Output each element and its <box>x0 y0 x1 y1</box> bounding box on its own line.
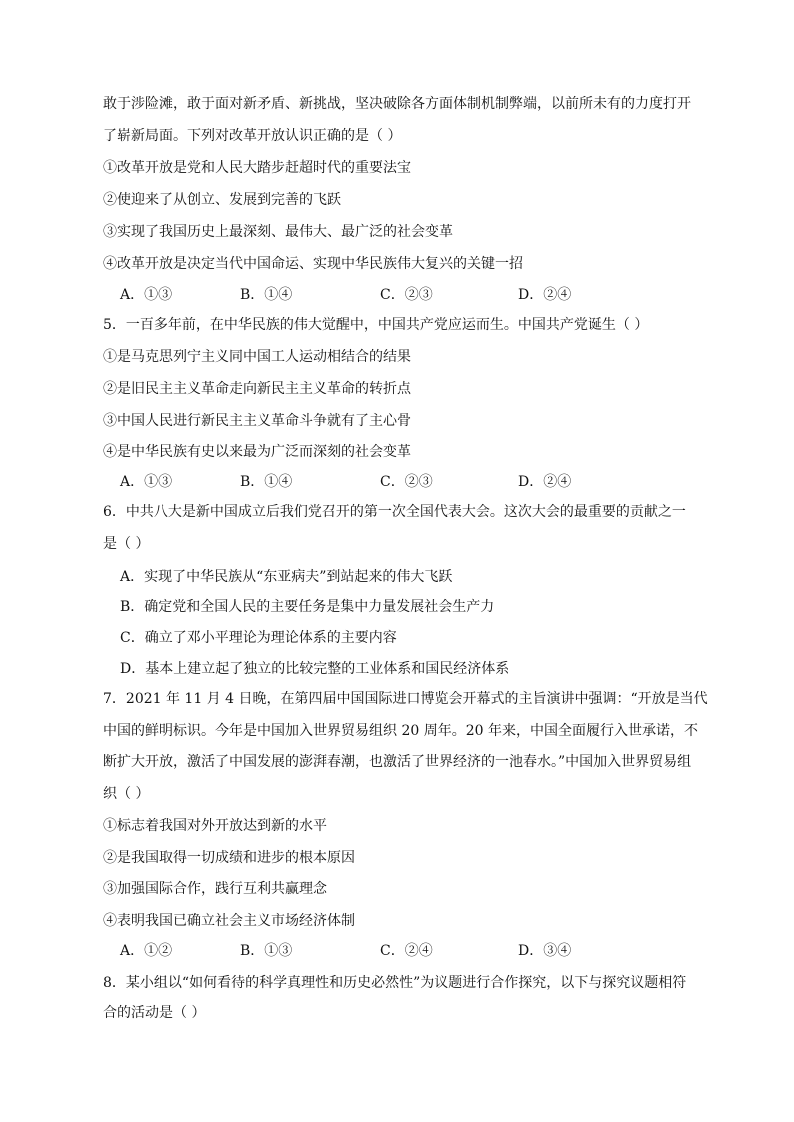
q7-stem-line-4: 织（ ） <box>103 786 150 802</box>
q5-stem: 5．一百多年前，在中华民族的伟大觉醒中，中国共产党应运而生。中国共产党诞生（ ） <box>103 317 649 333</box>
q5-option-d[interactable]: D．②④ <box>518 474 572 490</box>
q4-statement-2: ②使迎来了从创立、发展到完善的飞跃 <box>103 192 341 208</box>
q5-statement-3: ③中国人民进行新民主主义革命斗争就有了主心骨 <box>103 413 411 429</box>
q7-option-a[interactable]: A．①② <box>120 943 173 959</box>
q5-statement-4: ④是中华民族有史以来最为广泛而深刻的社会变革 <box>103 444 411 460</box>
q5-statement-1: ①是马克思列宁主义同中国工人运动相结合的结果 <box>103 349 411 365</box>
q7-option-d[interactable]: D．③④ <box>518 943 572 959</box>
q6-choice-d[interactable]: D．基本上建立起了独立的比较完整的工业体系和国民经济体系 <box>120 661 510 677</box>
q7-option-c[interactable]: C．②④ <box>380 943 433 959</box>
q4-option-a[interactable]: A．①③ <box>120 287 173 303</box>
q5-options <box>120 472 640 492</box>
q7-options <box>120 941 640 961</box>
q6-choice-c[interactable]: C．确立了邓小平理论为理论体系的主要内容 <box>120 630 397 646</box>
q4-statement-1: ①改革开放是党和人民大踏步赶超时代的重要法宝 <box>103 160 411 176</box>
q5-option-b[interactable]: B．①④ <box>240 474 293 490</box>
q8-stem-line-2: 合的活动是（ ） <box>103 1005 206 1021</box>
q7-stem-line-2: 中国的鲜明标识。今年是中国加入世界贸易组织 20 周年。20 年来，中国全面履行入世承诺，不 <box>103 723 698 739</box>
q4-statement-3: ③实现了我国历史上最深刻、最伟大、最广泛的社会变革 <box>103 224 453 240</box>
q4-options <box>120 285 640 305</box>
q4-statement-4: ④改革开放是决定当代中国命运、实现中华民族伟大复兴的关键一招 <box>103 256 523 272</box>
q6-stem-line-1: 6．中共八大是新中国成立后我们党召开的第一次全国代表大会。这次大会的最重要的贡献之一 <box>103 504 686 520</box>
q5-statement-2: ②是旧民主主义革命走向新民主主义革命的转折点 <box>103 381 411 397</box>
q6-stem-line-2: 是（ ） <box>103 536 150 552</box>
q4-option-b[interactable]: B．①④ <box>240 287 293 303</box>
q6-choice-a[interactable]: A．实现了中华民族从“东亚病夫”到站起来的伟大飞跃 <box>120 569 453 585</box>
q4-stem-line-2: 了崭新局面。下列对改革开放认识正确的是（ ） <box>103 128 402 144</box>
q4-option-c[interactable]: C．②③ <box>380 287 433 303</box>
q7-option-b[interactable]: B．①③ <box>240 943 293 959</box>
q7-statement-4: ④表明我国已确立社会主义市场经济体制 <box>103 913 355 929</box>
q7-statement-3: ③加强国际合作，践行互利共赢理念 <box>103 881 327 897</box>
q5-option-a[interactable]: A．①③ <box>120 474 173 490</box>
q7-stem-line-1: 7．2021 年 11 月 4 日晚，在第四届中国国际进口博览会开幕式的主旨演讲中强调：“开放是当代 <box>103 691 708 707</box>
q6-choice-b[interactable]: B．确定党和全国人民的主要任务是集中力量发展社会生产力 <box>120 599 495 615</box>
q7-statement-1: ①标志着我国对外开放达到新的水平 <box>103 818 327 834</box>
q8-stem-line-1: 8．某小组以“如何看待的科学真理性和历史必然性”为议题进行合作探究，以下与探究议题相符 <box>103 975 687 991</box>
q7-stem-line-3: 断扩大开放，激活了中国发展的澎湃春潮，也激活了世界经济的一池春水。”中国加入世界贸易组 <box>103 754 692 770</box>
q5-option-c[interactable]: C．②③ <box>380 474 433 490</box>
q4-stem-line-1: 敢于涉险滩，敢于面对新矛盾、新挑战，坚决破除各方面体制机制弊端，以前所未有的力度打开 <box>103 96 691 112</box>
q4-option-d[interactable]: D．②④ <box>518 287 572 303</box>
q7-statement-2: ②是我国取得一切成绩和进步的根本原因 <box>103 850 355 866</box>
